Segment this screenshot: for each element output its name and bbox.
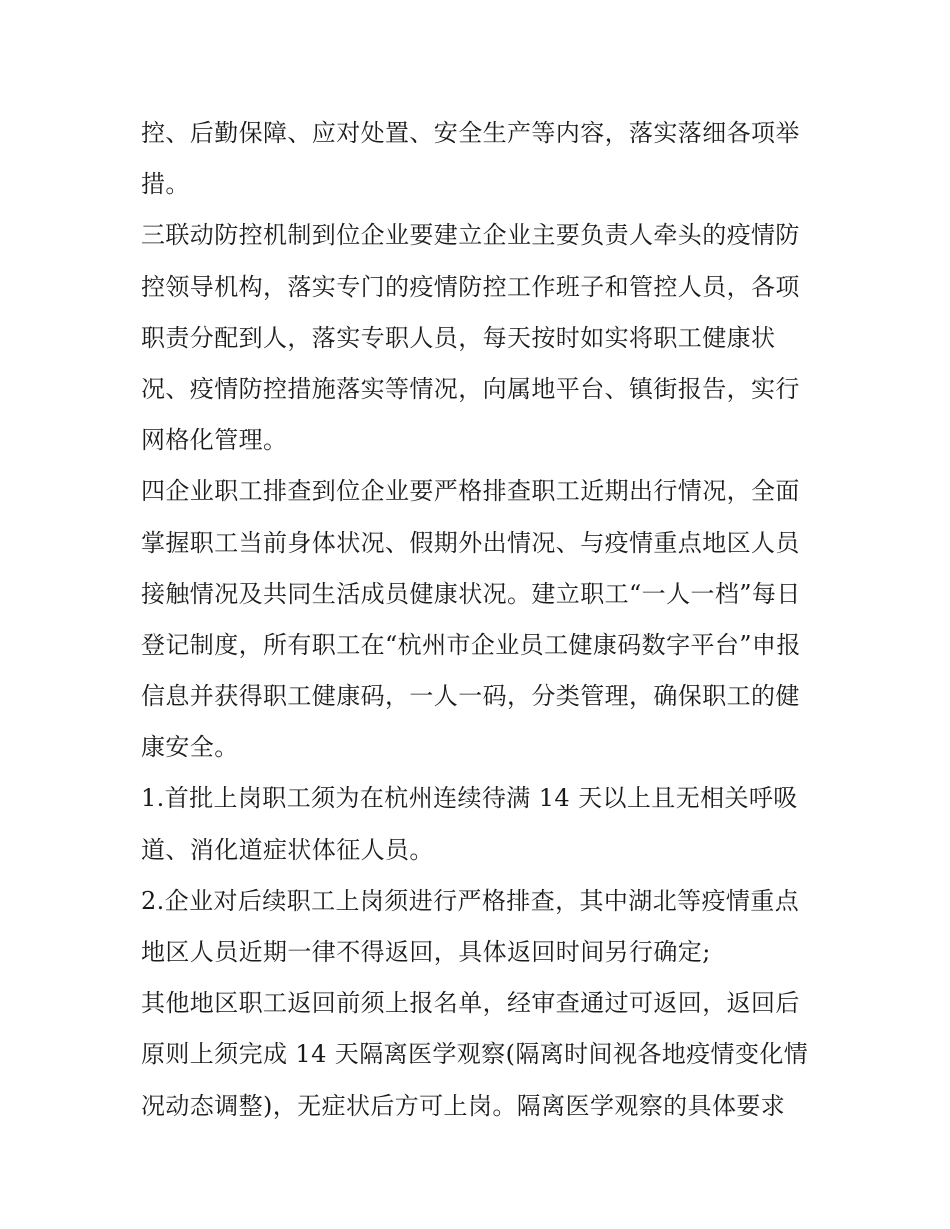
text-line: 网格化管理。 [141,426,288,455]
text-line: 1.首批上岗职工须为在杭州连续待满 14 天以上且无相关呼吸 [141,784,798,813]
text-line: 三联动防控机制到位企业要建立企业主要负责人牵头的疫情防 [141,221,800,250]
text-line: 2.企业对后续职工上岗须进行严格排查，其中湖北等疫情重点 [141,886,800,915]
text-line: 况动态调整)，无症状后方可上岗。隔离医学观察的具体要求 [141,1091,786,1120]
text-line: 信息并获得职工健康码，一人一码，分类管理，确保职工的健 [141,682,800,711]
text-line: 掌握职工当前身体状况、假期外出情况、与疫情重点地区人员 [141,528,800,557]
text-line: 措。 [141,170,190,199]
text-line: 原则上须完成 14 天隔离医学观察(隔离时间视各地疫情变化情 [141,1040,809,1069]
text-line: 登记制度，所有职工在“杭州市企业员工健康码数字平台”申报 [141,630,801,659]
text-line: 地区人员近期一律不得返回，具体返回时间另行确定; [141,938,711,966]
text-line: 康安全。 [141,733,239,762]
text-line: 职责分配到人，落实专职人员，每天按时如实将职工健康状 [141,323,776,352]
text-line: 控、后勤保障、应对处置、安全生产等内容，落实落细各项举 [141,119,800,147]
text-line: 控领导机构，落实专门的疫情防控工作班子和管控人员，各项 [141,272,800,301]
text-line: 况、疫情防控措施落实等情况，向属地平台、镇街报告，实行 [141,374,800,403]
body-text [141,108,821,1132]
text-line: 接触情况及共同生活成员健康状况。建立职工“一人一档”每日 [141,579,801,608]
text-line: 四企业职工排查到位企业要严格排查职工近期出行情况，全面 [141,477,800,506]
text-line: 其他地区职工返回前须上报名单，经审查通过可返回，返回后 [141,989,800,1018]
text-line: 道、消化道症状体征人员。 [141,835,434,864]
